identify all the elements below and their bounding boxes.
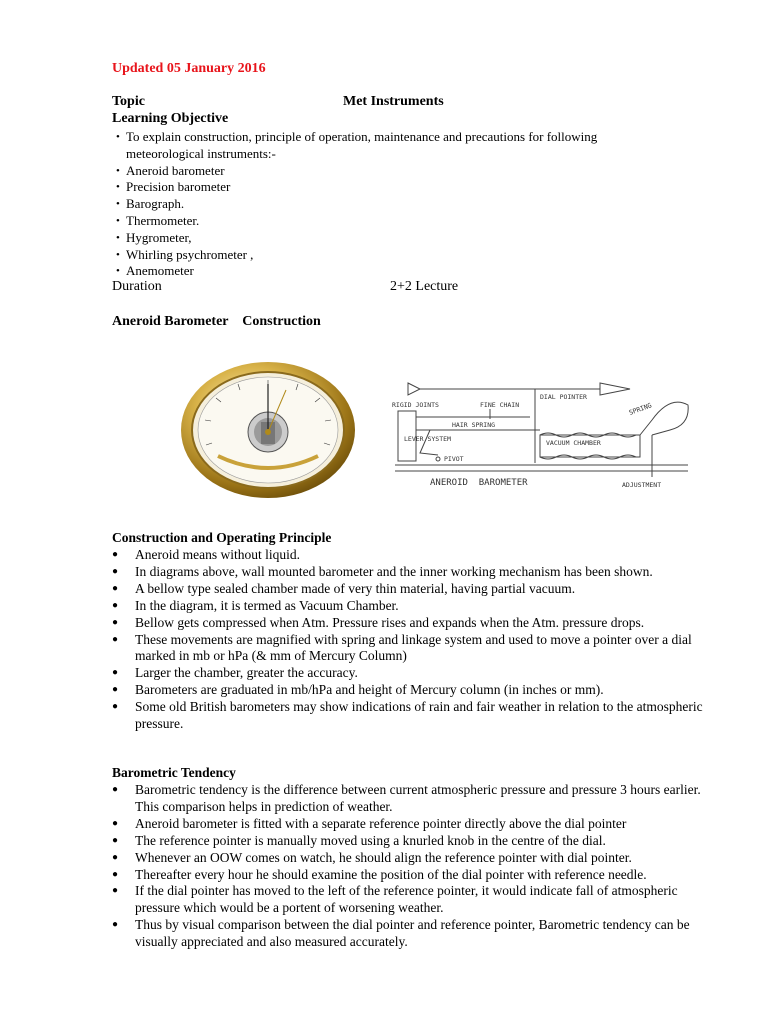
list-item: ● A bellow type sealed chamber made of very thin material, having partial vacuum. — [112, 581, 712, 598]
learning-objective-label: Learning Objective — [112, 111, 229, 126]
tendency-title: Barometric Tendency — [112, 765, 236, 780]
duration-label: Duration — [112, 279, 162, 294]
list-item: • Anemometer — [112, 263, 672, 280]
list-item: ● If the dial pointer has moved to the left of the reference pointer, it would indicate fall of atmospheric pressure which would be a portent of worsening weather. — [112, 883, 712, 917]
diagram-label: DIAL POINTER — [540, 393, 587, 401]
updated-date: Updated 05 January 2016 — [112, 61, 266, 76]
list-item: ● Barometers are graduated in mb/hPa and height of Mercury column (in inches or mm). — [112, 682, 712, 699]
diagram-caption: ANEROID BAROMETER — [430, 478, 528, 488]
list-item: ● Thereafter every hour he should examine the position of the dial pointer with reference needle. — [112, 867, 712, 884]
diagram-label: LEVER SYSTEM — [404, 435, 451, 443]
topic-value: Met Instruments — [343, 94, 444, 109]
list-item: ● Whenever an OOW comes on watch, he should align the reference pointer with dial pointer. — [112, 850, 712, 867]
diagram-label: SPRING — [627, 401, 653, 417]
list-item: • Thermometer. — [112, 213, 672, 230]
list-item: • Precision barometer — [112, 179, 672, 196]
aneroid-mechanism-diagram — [390, 375, 690, 500]
list-item: ● Barometric tendency is the difference between current atmospheric pressure and pressure 3 hours earlier. This comparison helps in prediction of weather. — [112, 782, 712, 816]
construction-list — [112, 547, 712, 733]
list-item: ● Some old British barometers may show indications of rain and fair weather in relation to the atmospheric pressure. — [112, 699, 712, 733]
objectives-list — [112, 129, 672, 280]
list-item: ● The reference pointer is manually moved using a knurled knob in the centre of the dial. — [112, 833, 712, 850]
list-item: • To explain construction, principle of operation, maintenance and precautions for following meteorological instruments:- — [112, 129, 672, 163]
list-item: ● Bellow gets compressed when Atm. Pressure rises and expands when the Atm. pressure drops. — [112, 615, 712, 632]
diagram-label: VACUUM CHAMBER — [546, 439, 601, 447]
diagram-label: ADJUSTMENT — [622, 481, 662, 489]
list-item: ● In the diagram, it is termed as Vacuum Chamber. — [112, 598, 712, 615]
barometer-photo — [178, 360, 358, 500]
diagram-label: FINE CHAIN — [480, 401, 520, 409]
diagram-label: PIVOT — [444, 455, 464, 463]
tendency-list — [112, 782, 712, 951]
aneroid-title: Aneroid Barometer Construction — [112, 314, 321, 329]
duration-value: 2+2 Lecture — [390, 279, 459, 294]
list-item: ● Thus by visual comparison between the dial pointer and reference pointer, Barometric tendency can be visually appreciated and also measured accurately. — [112, 917, 712, 951]
list-item: ● These movements are magnified with spring and linkage system and used to move a pointer over a dial marked in mb or hPa (& mm of Mercury Column) — [112, 632, 712, 666]
list-item: • Whirling psychrometer , — [112, 247, 672, 264]
list-item: ● Aneroid barometer is fitted with a separate reference pointer directly above the dial pointer — [112, 816, 712, 833]
list-item: ● Aneroid means without liquid. — [112, 547, 712, 564]
list-item: • Aneroid barometer — [112, 163, 672, 180]
list-item: ● In diagrams above, wall mounted barometer and the inner working mechanism has been shown. — [112, 564, 712, 581]
list-item: ● Larger the chamber, greater the accuracy. — [112, 665, 712, 682]
diagram-label: HAIR SPRING — [452, 421, 496, 429]
topic-label: Topic — [112, 94, 145, 109]
list-item: • Hygrometer, — [112, 230, 672, 247]
diagram-label: RIGID JOINTS — [392, 401, 439, 409]
list-item: • Barograph. — [112, 196, 672, 213]
construction-title: Construction and Operating Principle — [112, 530, 332, 545]
